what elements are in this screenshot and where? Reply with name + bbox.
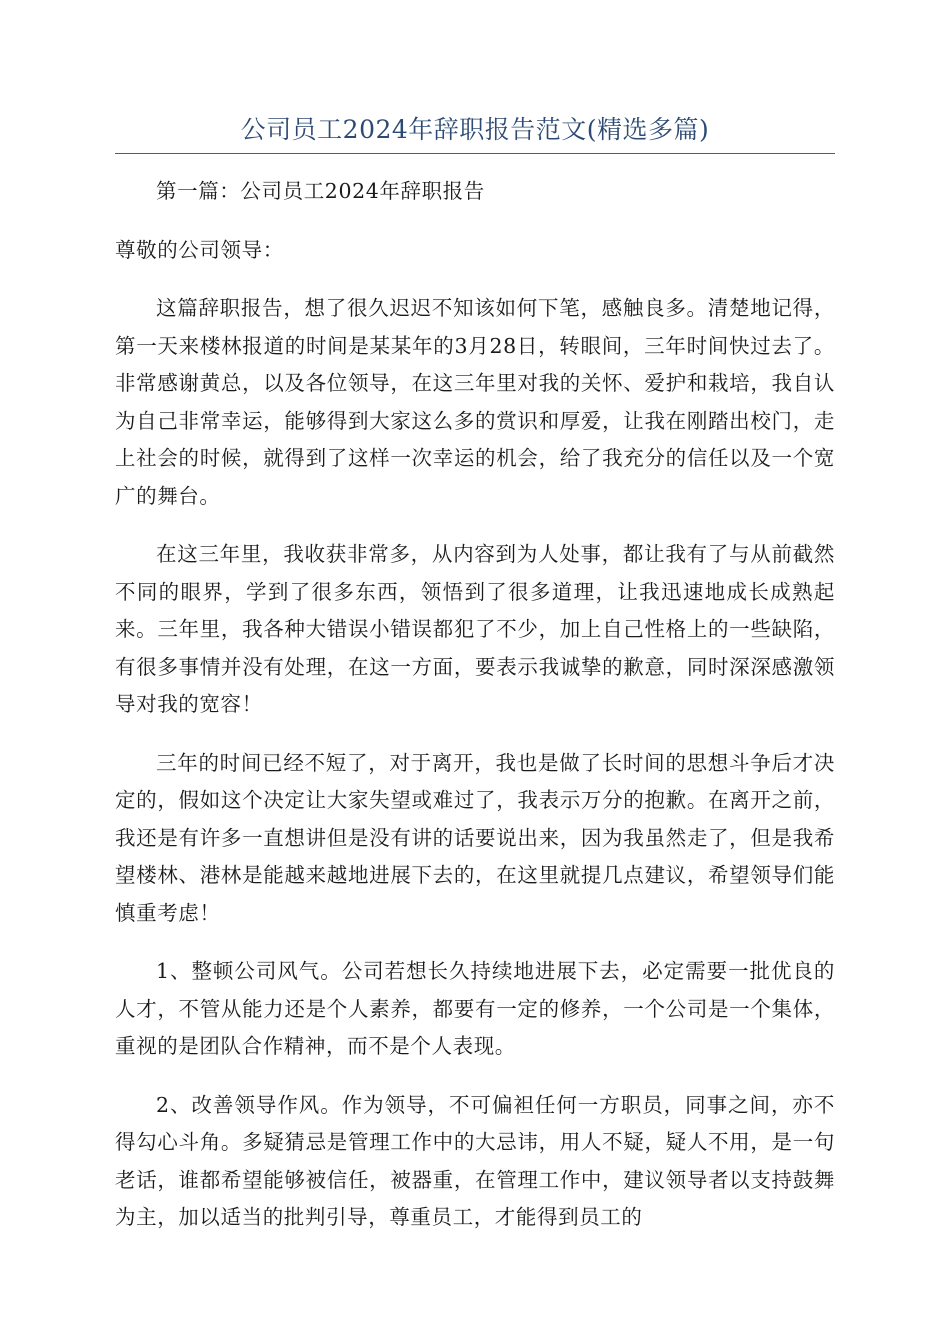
paragraph: 1、整顿公司风气。公司若想长久持续地进展下去，必定需要一批优良的人才，不管从能力还是个人素养，都要有一定的修养，一个公司是一个集体，重视的是团队合作精神，而不是个人表现。 xyxy=(115,959,835,1058)
paragraph: 三年的时间已经不短了，对于离开，我也是做了长时间的思想斗争后才决定的，假如这个决定让大家失望或难过了，我表示万分的抱歉。在离开之前，我还是有许多一直想讲但是没有讲的话要说出来，因为我虽然走了，但是我希望楼林、港林是能越来越地进展下去的，在这里就提几点建议，希望领导们能慎重考虑！ xyxy=(115,750,835,925)
section-heading: 第一篇：公司员工2024年辞职报告 xyxy=(156,179,485,203)
title-underline xyxy=(115,153,835,154)
document-body xyxy=(115,173,835,1258)
salutation: 尊敬的公司领导： xyxy=(115,237,284,262)
paragraph: 这篇辞职报告，想了很久迟迟不知该如何下笔，感触良多。清楚地记得，第一天来楼林报道的时间是某某年的3月28日，转眼间，三年时间快过去了。非常感谢黄总，以及各位领导，在这三年里对我的关怀、爱护和栽培，我自认为自己非常幸运，能够得到大家这么多的赏识和厚爱，让我在刚踏出校门，走上社会的时候，就得到了这样一次幸运的机会，给了我充分的信任以及一个宽广的舞台。 xyxy=(115,296,835,508)
document-title: 公司员工2024年辞职报告范文(精选多篇) xyxy=(240,115,710,144)
paragraph: 在这三年里，我收获非常多，从内容到为人处事，都让我有了与从前截然不同的眼界，学到了很多东西，领悟到了很多道理，让我迅速地成长成熟起来。三年里，我各种大错误小错误都犯了不少，加上自己性格上的一些缺陷，有很多事情并没有处理，在这一方面，要表示我诚挚的歉意，同时深深感激领导对我的宽容！ xyxy=(115,542,835,716)
paragraph: 2、改善领导作风。作为领导，不可偏袒任何一方职员，同事之间，亦不得勾心斗角。多疑猜忌是管理工作中的大忌讳，用人不疑，疑人不用，是一句老话，谁都希望能够被信任，被器重，在管理工作中，建议领导者以支持鼓舞为主，加以适当的批判引导，尊重员工，才能得到员工的 xyxy=(115,1092,835,1229)
